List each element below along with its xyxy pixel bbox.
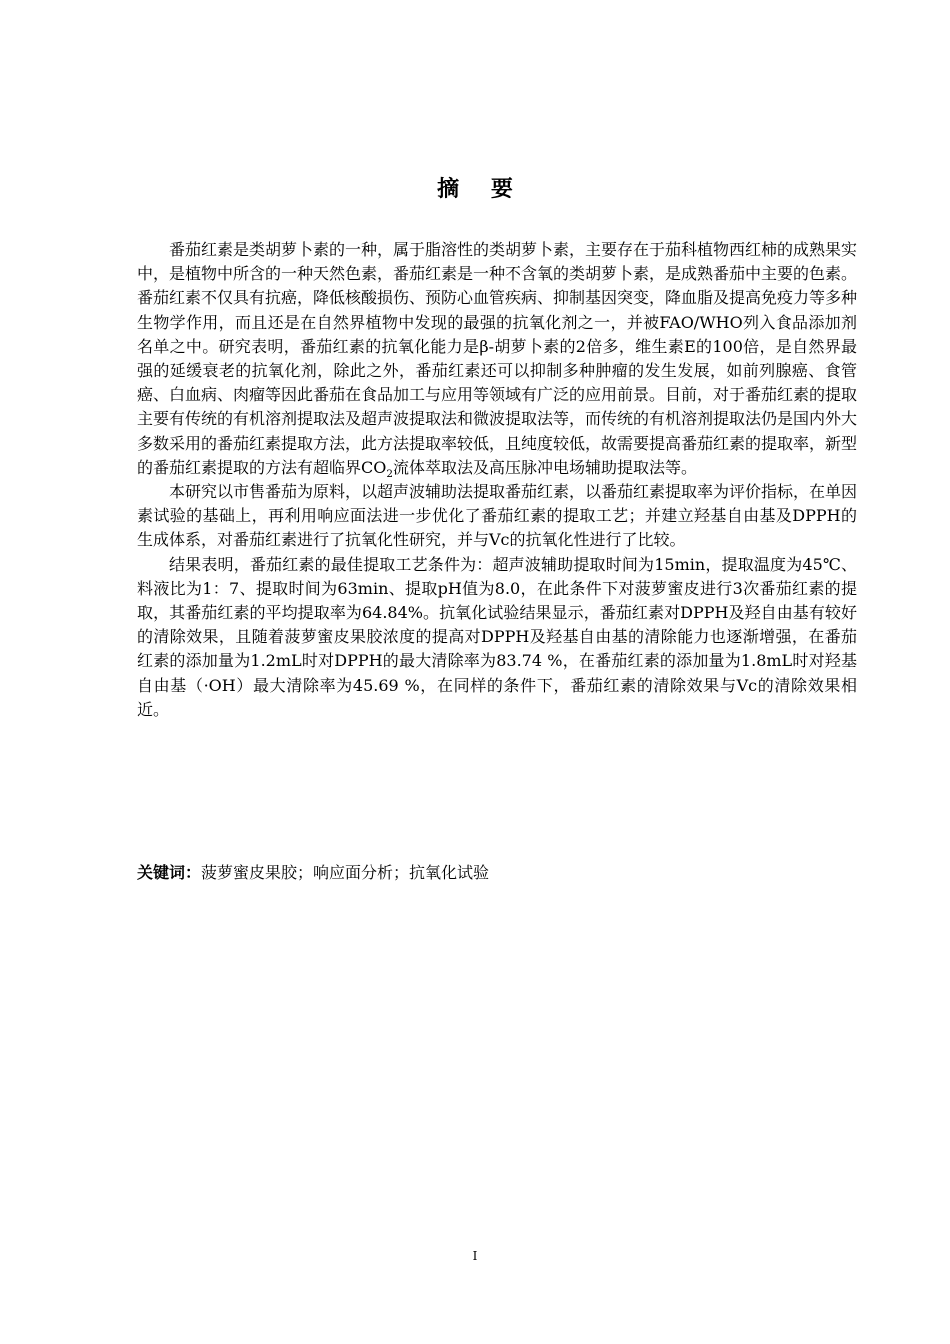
page-number: I xyxy=(472,1249,478,1263)
keywords-label: 关键词： xyxy=(137,863,202,882)
co2-subscript: 2 xyxy=(386,468,393,481)
keywords-line xyxy=(137,862,857,884)
keywords-value: 菠萝蜜皮果胶；响应面分析；抗氧化试验 xyxy=(201,863,490,882)
abstract-paragraph-1 xyxy=(137,238,857,480)
paragraph-1-text-after-subscript: 流体萃取法及高压脉冲电场辅助提取法等。 xyxy=(393,457,698,477)
paragraph-1-text-before-subscript: 番茄红素是类胡萝卜素的一种，属于脂溶性的类胡萝卜素，主要存在于茄科植物西红柿的成熟果实中，是植物中所含的一种天然色素，番茄红素是一种不含氧的类胡萝卜素，是成熟番茄中主要的色素。番茄红素不仅具有抗癌，降低核酸损伤、预防心血管疾病、抑制基因突变，降血脂及提高免疫力等多种生物学作用，而且还是在自然界植物中发现的最强的抗氧化剂之一，并被FAO/WHO列入食品添加剂名单之中。研究表明，番茄红素的抗氧化能力是β-胡萝卜素的2倍多，维生素E的100倍，是自然界最强的延缓衰老的抗氧化剂，除此之外，番茄红素还可以抑制多种肿瘤的发生发展，如前列腺癌、食管癌、白血病、肉瘤等因此番茄在食品加工与应用等领域有广泛的应用前景。目前，对于番茄红素的提取主要有传统的有机溶剂提取法及超声波提取法和微波提取法等，而传统的有机溶剂提取法仍是国内外大多数采用的番茄红素提取方法，此方法提取率较低，且纯度较低，故需要提高番茄红素的提取率，新型的番茄红素提取的方法有超临界CO xyxy=(137,240,858,477)
abstract-paragraph-2: 本研究以市售番茄为原料，以超声波辅助法提取番茄红素，以番茄红素提取率为评价指标，在单因素试验的基础上，再利用响应面法进一步优化了番茄红素的提取工艺；并建立羟基自由基及DPPH的生成体系，对番茄红素进行了抗氧化性研究，并与Vc的抗氧化性进行了比较。 xyxy=(137,482,858,550)
abstract-paragraph-3: 结果表明，番茄红素的最佳提取工艺条件为：超声波辅助提取时间为15min，提取温度为45℃、料液比为1：7、提取时间为63min、提取pH值为8.0，在此条件下对菠萝蜜皮进行3次番茄红素的提取，其番茄红素的平均提取率为64.84%。抗氧化试验结果显示，番茄红素对DPPH及羟自由基有较好的清除效果，且随着菠萝蜜皮果胶浓度的提高对DPPH及羟基自由基的清除能力也逐渐增强，在番茄红素的添加量为1.2mL时对DPPH的最大清除率为83.74 %，在番茄红素的添加量为1.8mL时对羟基自由基（·OH）最大清除率为45.69 %，在同样的条件下，番茄红素的清除效果与Vc的清除效果相近。 xyxy=(137,554,857,719)
abstract-title: 摘 要 xyxy=(437,177,525,202)
abstract-body xyxy=(137,238,857,722)
